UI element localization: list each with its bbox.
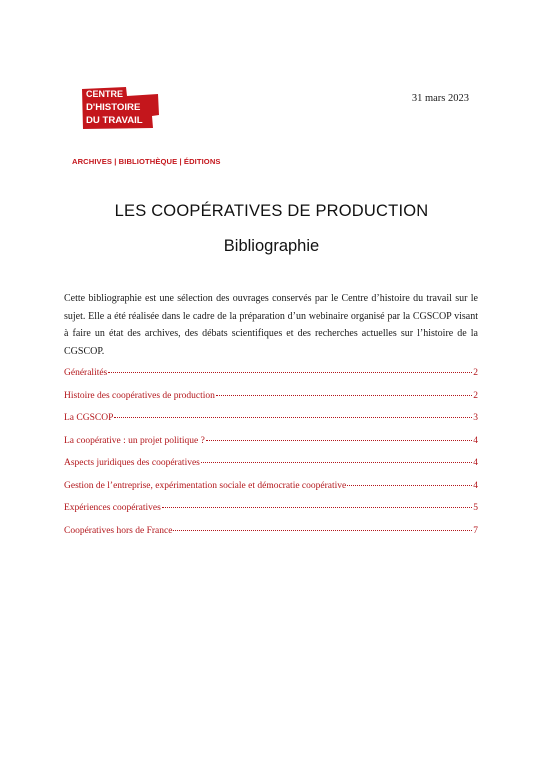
- toc-leader-dots: [173, 530, 472, 531]
- toc-entry[interactable]: [64, 436, 478, 459]
- toc-entry-label[interactable]: Expériences coopératives: [64, 503, 161, 513]
- toc-entry-label[interactable]: Aspects juridiques des coopératives: [64, 458, 200, 468]
- toc-entry-page[interactable]: 3: [473, 413, 478, 423]
- page-subtitle: Bibliographie: [223, 237, 320, 255]
- document-date: 31 mars 2023: [411, 93, 469, 104]
- toc-entry-page[interactable]: 4: [473, 435, 478, 446]
- logo-line-2: D'HISTOIRE: [86, 102, 141, 113]
- toc-entry-label[interactable]: Coopératives hors de France: [64, 525, 173, 536]
- toc-entry[interactable]: [64, 481, 478, 504]
- toc-entry-page[interactable]: 5: [473, 503, 478, 513]
- toc-entry-label[interactable]: La coopérative : un projet politique ?: [64, 435, 205, 446]
- toc-leader-dots: [108, 372, 472, 373]
- toc-entry-label[interactable]: Généralités: [64, 368, 108, 378]
- toc-entry[interactable]: [64, 503, 478, 526]
- toc-entry[interactable]: [64, 391, 478, 414]
- toc-entry-page[interactable]: 2: [473, 390, 478, 401]
- intro-paragraph: Cette bibliographie est une sélection des ouvrages conservés par le Centre d’histoire du travail sur le sujet. Elle a été réalisée dans le cadre de la préparation d’un webinaire organisé par la CGSCOP visant à faire un état des archives, des débats scientifiques et des recherches actuelles sur l’histoire de la CGSCOP.: [64, 293, 478, 357]
- toc-entry[interactable]: [64, 368, 478, 391]
- toc-entry-page[interactable]: 2: [473, 368, 478, 378]
- toc-leader-dots: [201, 462, 472, 463]
- toc-leader-dots: [206, 440, 472, 441]
- page-title: LES COOPÉRATIVES DE PRODUCTION: [114, 202, 429, 220]
- toc-entry[interactable]: [64, 413, 478, 436]
- toc-entry-page[interactable]: 7: [473, 525, 478, 536]
- cht-logo: [80, 86, 160, 130]
- toc-entry[interactable]: [64, 526, 478, 549]
- toc-entry-label[interactable]: Gestion de l’entreprise, expérimentation sociale et démocratie coopérative: [64, 480, 347, 491]
- toc-leader-dots: [114, 417, 472, 418]
- toc-entry-label[interactable]: Histoire des coopératives de production: [64, 390, 215, 401]
- toc-leader-dots: [347, 485, 472, 486]
- toc-entry-page[interactable]: 4: [473, 480, 478, 491]
- table-of-contents: [64, 368, 478, 548]
- toc-entry[interactable]: [64, 458, 478, 481]
- logo-line-3: DU TRAVAIL: [86, 115, 143, 126]
- tagline: ARCHIVES | BIBLIOTHÈQUE | ÉDITIONS: [72, 157, 221, 166]
- toc-leader-dots: [162, 507, 472, 508]
- toc-entry-label[interactable]: La CGSCOP: [64, 413, 114, 423]
- toc-leader-dots: [216, 395, 472, 396]
- toc-entry-page[interactable]: 4: [473, 458, 478, 468]
- logo-line-1: CENTRE: [86, 89, 124, 99]
